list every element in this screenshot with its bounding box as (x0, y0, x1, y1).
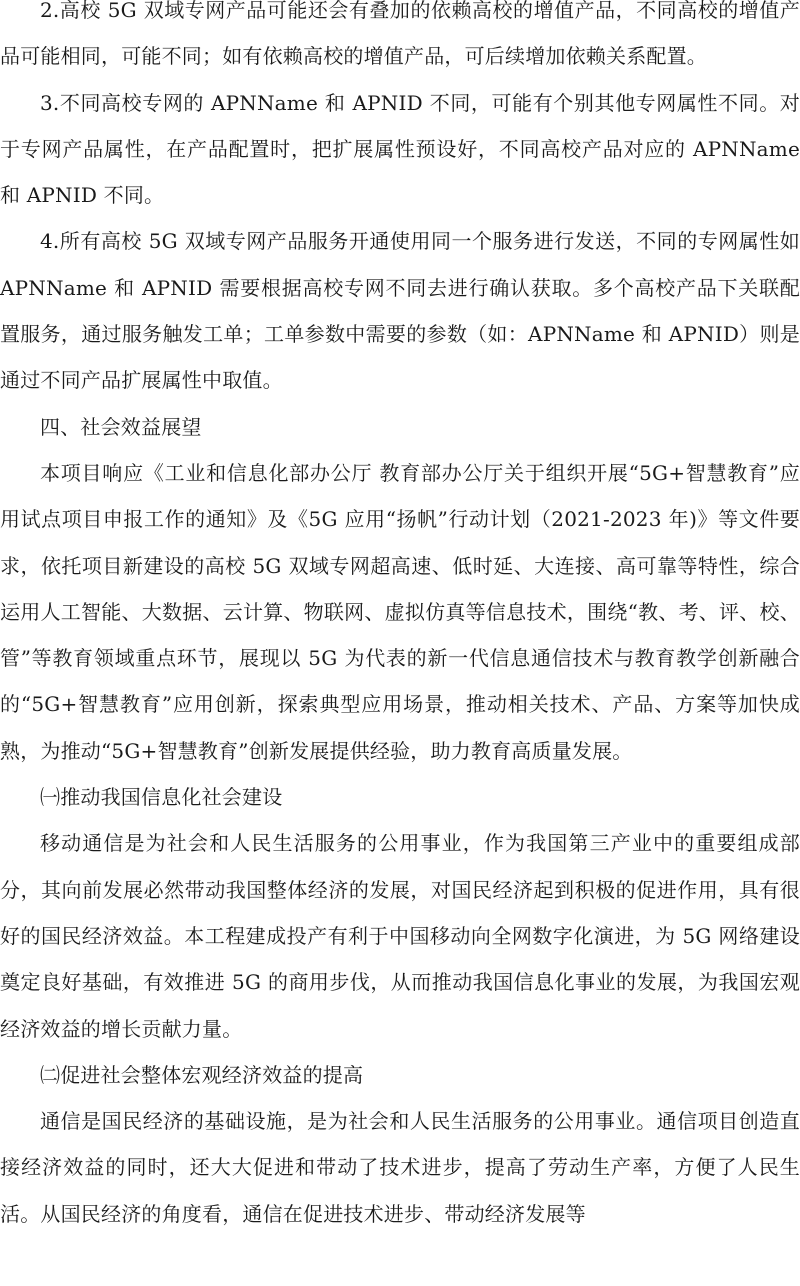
paragraph-project-response: 本项目响应《工业和信息化部办公厅 教育部办公厅关于组织开展“5G+智慧教育”应用试点项目申报工作的通知》及《5G 应用“扬帆”行动计划（2021-2023 年)》等文件要求，依托项目新建设的高校 5G 双域专网超高速、低时延、大连接、高可靠等特性，综合运用人工智能、大数据、云计算、物联网、虚拟仿真等信息技术，围绕“教、考、评、校、管”等教育领域重点环节，展现以 5G 为代表的新一代信息通信技术与教育教学创新融合的“5G+智慧教育”应用创新，探索典型应用场景，推动相关技术、产品、方案等加快成熟，为推动“5G+智慧教育”创新发展提供经验，助力教育高质量发展。 (0, 460, 800, 763)
section-heading-social-benefits: 四、社会效益展望 (40, 414, 202, 439)
paragraph-communication-infrastructure: 通信是国民经济的基础设施，是为社会和人民生活服务的公用事业。通信项目创造直接经济效益的同时，还大大促进和带动了技术进步，提高了劳动生产率，方便了人民生活。从国民经济的角度看，通信在促进技术进步、带动经济发展等 (0, 1109, 800, 1226)
subheading-macro-economic: ㈡促进社会整体宏观经济效益的提高 (40, 1062, 364, 1087)
paragraph-2: 2.高校 5G 双域专网产品可能还会有叠加的依赖高校的增值产品，不同高校的增值产品可能相同，可能不同；如有依赖高校的增值产品，可后续增加依赖关系配置。 (0, 0, 800, 69)
subheading-informatization: ㈠推动我国信息化社会建设 (40, 785, 283, 810)
paragraph-3: 3.不同高校专网的 APNName 和 APNID 不同，可能有个别其他专网属性不同。对于专网产品属性，在产品配置时，把扩展属性预设好，不同高校产品对应的 APNName 和 APNID 不同。 (0, 90, 800, 208)
paragraph-mobile-communication: 移动通信是为社会和人民生活服务的公用事业，作为我国第三产业中的重要组成部分，其向前发展必然带动我国整体经济的发展，对国民经济起到积极的促进作用，具有很好的国民经济效益。本工程建成投产有利于中国移动向全网数字化演进，为 5G 网络建设奠定良好基础，有效推进 5G 的商用步伐，从而推动我国信息化事业的发展，为我国宏观经济效益的增长贡献力量。 (0, 831, 800, 1041)
paragraph-4: 4.所有高校 5G 双域专网产品服务开通使用同一个服务进行发送，不同的专网属性如 APNName 和 APNID 需要根据高校专网不同去进行确认获取。多个高校产品下关联配置服务，通过服务触发工单；工单参数中需要的参数（如：APNName 和 APNID）则是通过不同产品扩展属性中取值。 (0, 229, 800, 393)
